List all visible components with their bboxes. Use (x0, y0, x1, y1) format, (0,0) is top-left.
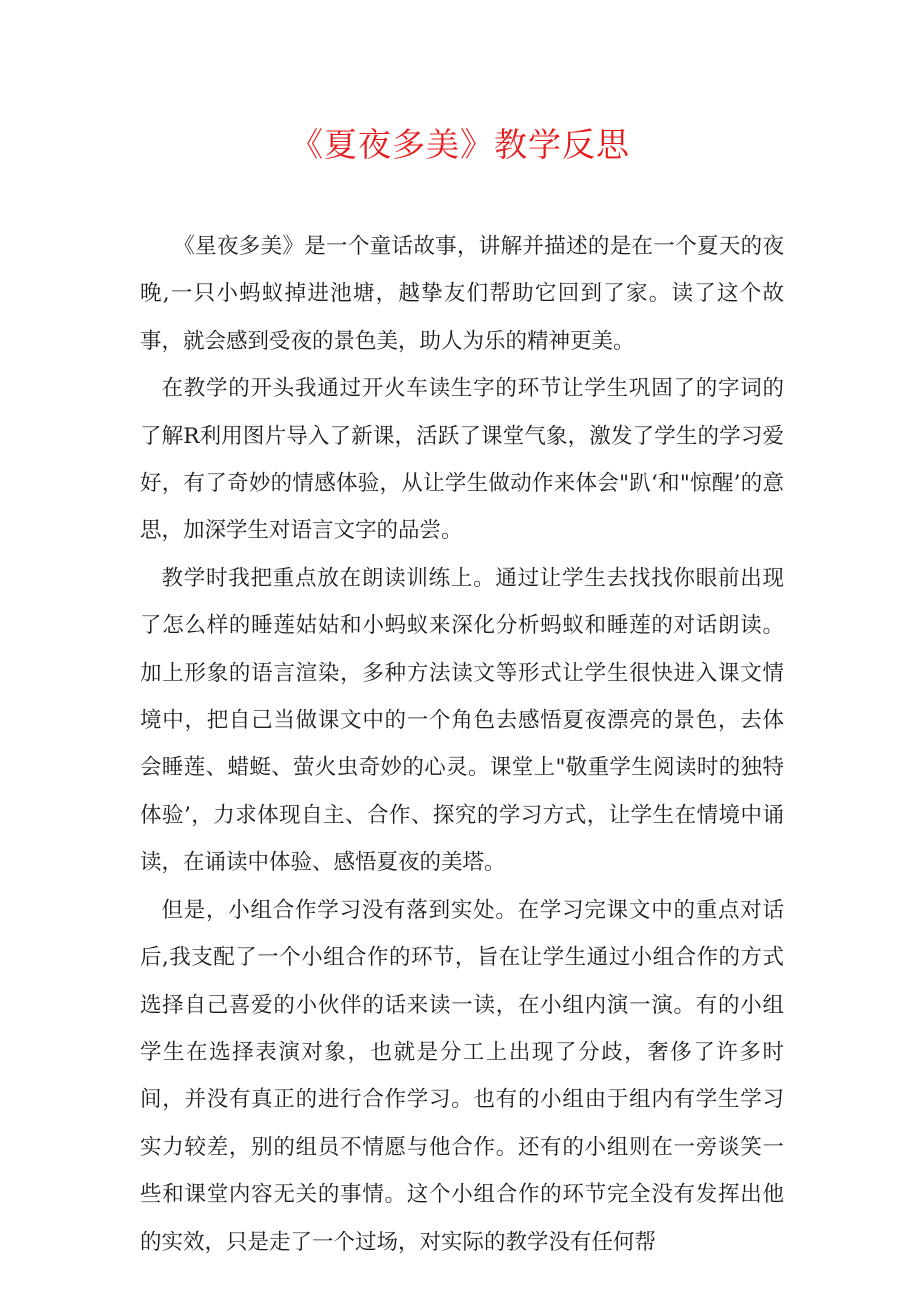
document-body (140, 223, 784, 1266)
paragraph-opening-teaching: 在教学的开头我通过开火车读生字的环节让学生巩固了的字词的了解R利用图片导入了新课，活跃了课堂气象，激发了学生的学习爱好，有了奇妙的情感体验，从让学生做动作来体会"趴‘和"惊醒’的意思，加深学生对语言文字的品尝。 (140, 376, 784, 544)
paragraph-group-cooperation: 但是，小组合作学习没有落到实处。在学习完课文中的重点对话后,我支配了一个小组合作的环节，旨在让学生通过小组合作的方式选择自己喜爱的小伙伴的话来读一读，在小组内演一演。有的小组学生在选择表演对象，也就是分工上出现了分歧，奢侈了许多时间，并没有真正的进行合作学习。也有的小组由于组内有学生学习实力较差，别的组员不情愿与他合作。还有的小组则在一旁谈笑一些和课堂内容无关的事情。这个小组合作的环节完全没有发挥出他的实效，只是走了一个过场，对实际的教学没有任何帮 (140, 897, 784, 1255)
paragraph-intro: 《星夜多美》是一个童话故事，讲解并描述的是在一个夏天的夜晚,一只小蚂蚁掉进池塘，越挚友们帮助它回到了家。读了这个故事，就会感到受夜的景色美，助人为乐的精神更美。 (140, 234, 784, 354)
document-title: 《夏夜多美》教学反思 (290, 125, 630, 164)
paragraph-reading-training: 教学时我把重点放在朗读训练上。通过让学生去找找你眼前出现了怎么样的睡莲姑姑和小蚂蚁来深化分析蚂蚁和睡莲的对话朗读。加上形象的语言渲染，多种方法读文等形式让学生很快进入课文情境中，把自己当做课文中的一个角色去感悟夏夜漂亮的景色，去体会睡莲、蜡蜓、萤火虫奇妙的心灵。课堂上"敬重学生阅读时的独特体验’，力求体现自主、合作、探究的学习方式，让学生在情境中诵读，在诵读中体验、感悟夏夜的美塔。 (140, 565, 784, 876)
